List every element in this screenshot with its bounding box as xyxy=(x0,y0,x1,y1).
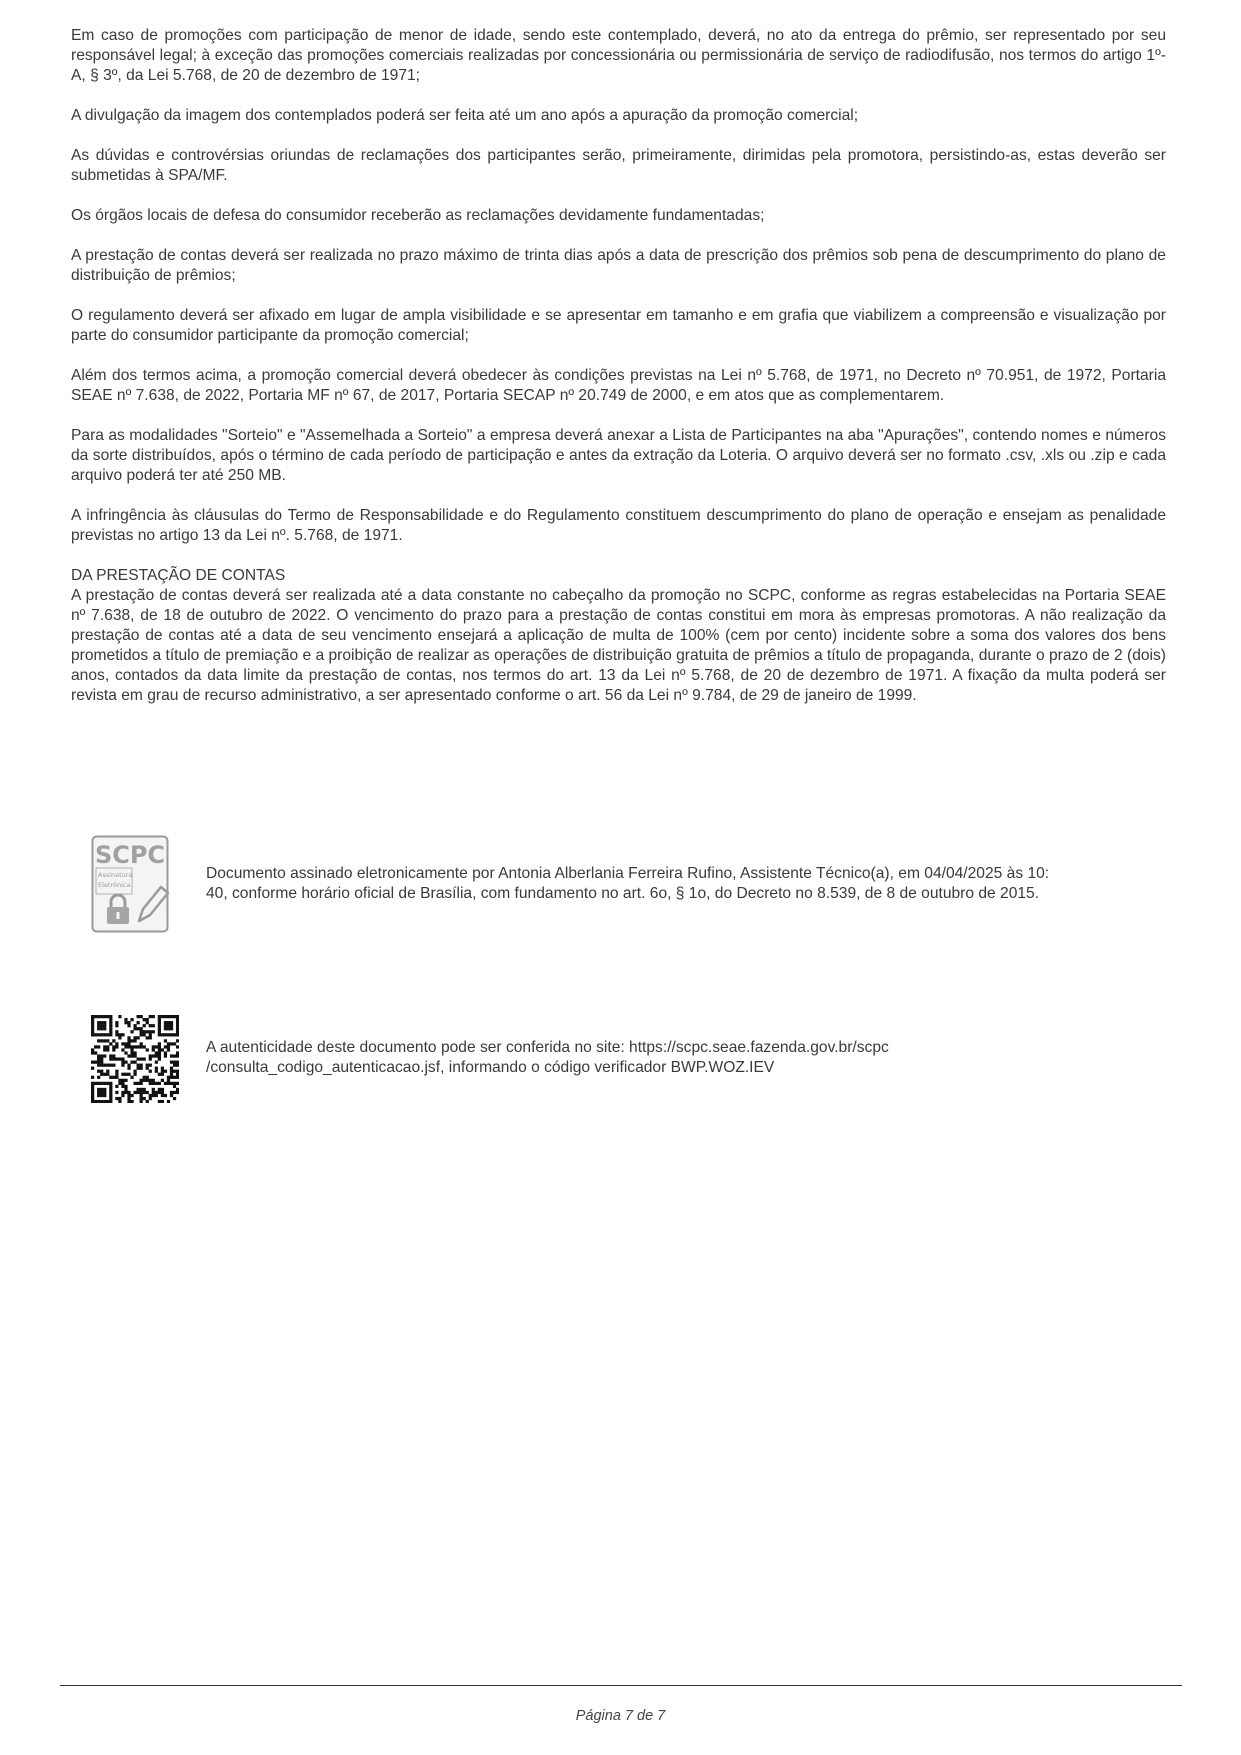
scpc-signature-badge xyxy=(91,835,169,938)
signature-line-1: Documento assinado eletronicamente por Antonia Alberlania Ferreira Rufino, Assistente Técnico(a), em 04/04/2025 às 10: xyxy=(206,865,1050,882)
badge-line-2: Eletrônica xyxy=(98,881,131,889)
section-body-accounts: A prestação de contas deverá ser realizada até a data constante no cabeçalho da promoção no SCPC, conforme as regras estabelecidas na Portaria SEAE nº 7.638, de 18 de outubro de 2022. O vencimento do prazo para a prestação de contas constitui em mora às empresas promotoras. A não realização da prestação de contas até a data de seu vencimento ensejará a aplicação de multa de 100% (cem por cento) incidente sobre a soma dos valores dos bens prometidos a título de premiação e a proibição de realizar as operações de distribuição gratuita de prêmios a título de propaganda, durante o prazo de 2 (dois) anos, contados da data limite da prestação de contas, nos termos do art. 13 da Lei nº 5.768, de 20 de dezembro de 1971. A fixação da multa poderá ser revista em grau de recurso administrativo, a ser apresentado conforme o art. 56 da Lei nº 9.784, de 29 de janeiro de 1999. xyxy=(71,587,1166,704)
badge-title: SCPC xyxy=(94,841,166,869)
footer-divider xyxy=(60,1685,1182,1686)
paragraph-infringement: A infringência às cláusulas do Termo de Responsabilidade e do Regulamento constituem descumprimento do plano de operação e ensejam as penalidade previstas no artigo 13 da Lei nº. 5.768, de 1971. xyxy=(71,507,1166,544)
paragraph-accounts-deadline: A prestação de contas deverá ser realizada no prazo máximo de trinta dias após a data de prescrição dos prêmios sob pena de descumprimento do plano de distribuição de prêmios; xyxy=(71,247,1166,284)
page-number: Página 7 de 7 xyxy=(575,1708,666,1724)
signature-text xyxy=(206,864,1166,904)
paragraph-image-disclosure: A divulgação da imagem dos contemplados poderá ser feita até um ano após a apuração da promoção comercial; xyxy=(71,107,859,124)
authenticity-line-1: A autenticidade deste documento pode ser conferida no site: https://scpc.seae.fazenda.gov.br/scpc xyxy=(206,1039,889,1056)
authenticity-line-2: /consulta_codigo_autenticacao.jsf, informando o código verificador BWP.WOZ.IEV xyxy=(206,1059,775,1076)
paragraph-regulation-display: O regulamento deverá ser afixado em lugar de ampla visibilidade e se apresentar em tamanho e em grafia que viabilizem a compreensão e visualização por parte do consumidor participante da promoção comercial; xyxy=(71,307,1166,344)
qr-code-icon xyxy=(91,1015,179,1108)
signature-line-2: 40, conforme horário oficial de Brasília, com fundamento no art. 6o, § 1o, do Decreto no 8.539, de 8 de outubro de 2015. xyxy=(206,885,1040,902)
paragraph-disputes: As dúvidas e controvérsias oriundas de reclamações dos participantes serão, primeiramente, dirimidas pela promotora, persistindo-as, estas deverão ser submetidas à SPA/MF. xyxy=(71,147,1166,184)
paragraph-consumer-defense: Os órgãos locais de defesa do consumidor receberão as reclamações devidamente fundamentadas; xyxy=(71,207,765,224)
section-title-accounts: DA PRESTAÇÃO DE CONTAS xyxy=(71,567,286,584)
authenticity-text xyxy=(206,1038,1166,1078)
paragraph-minor-participants: Em caso de promoções com participação de menor de idade, sendo este contemplado, deverá, no ato da entrega do prêmio, ser representado por seu responsável legal; à exceção das promoções comerciais realizadas por concessionária ou permissionária de serviço de radiodifusão, nos termos do artigo 1º-A, § 3º, da Lei 5.768, de 20 de dezembro de 1971; xyxy=(71,27,1166,84)
paragraph-legal-terms: Além dos termos acima, a promoção comercial deverá obedecer às condições previstas na Lei nº 5.768, de 1971, no Decreto nº 70.951, de 1972, Portaria SEAE nº 7.638, de 2022, Portaria MF nº 67, de 2017, Portaria SECAP nº 20.749 de 2000, e em atos que as complementarem. xyxy=(71,367,1166,404)
badge-line-1: Assinatura xyxy=(98,871,133,879)
paragraph-participant-list: Para as modalidades "Sorteio" e "Assemelhada a Sorteio" a empresa deverá anexar a Lista de Participantes na aba "Apurações", contendo nomes e números da sorte distribuídos, após o término de cada período de participação e antes da extração da Loteria. O arquivo deverá ser no formato .csv, .xls ou .zip e cada arquivo poderá ter até 250 MB. xyxy=(71,427,1166,484)
document-body xyxy=(71,26,1166,706)
